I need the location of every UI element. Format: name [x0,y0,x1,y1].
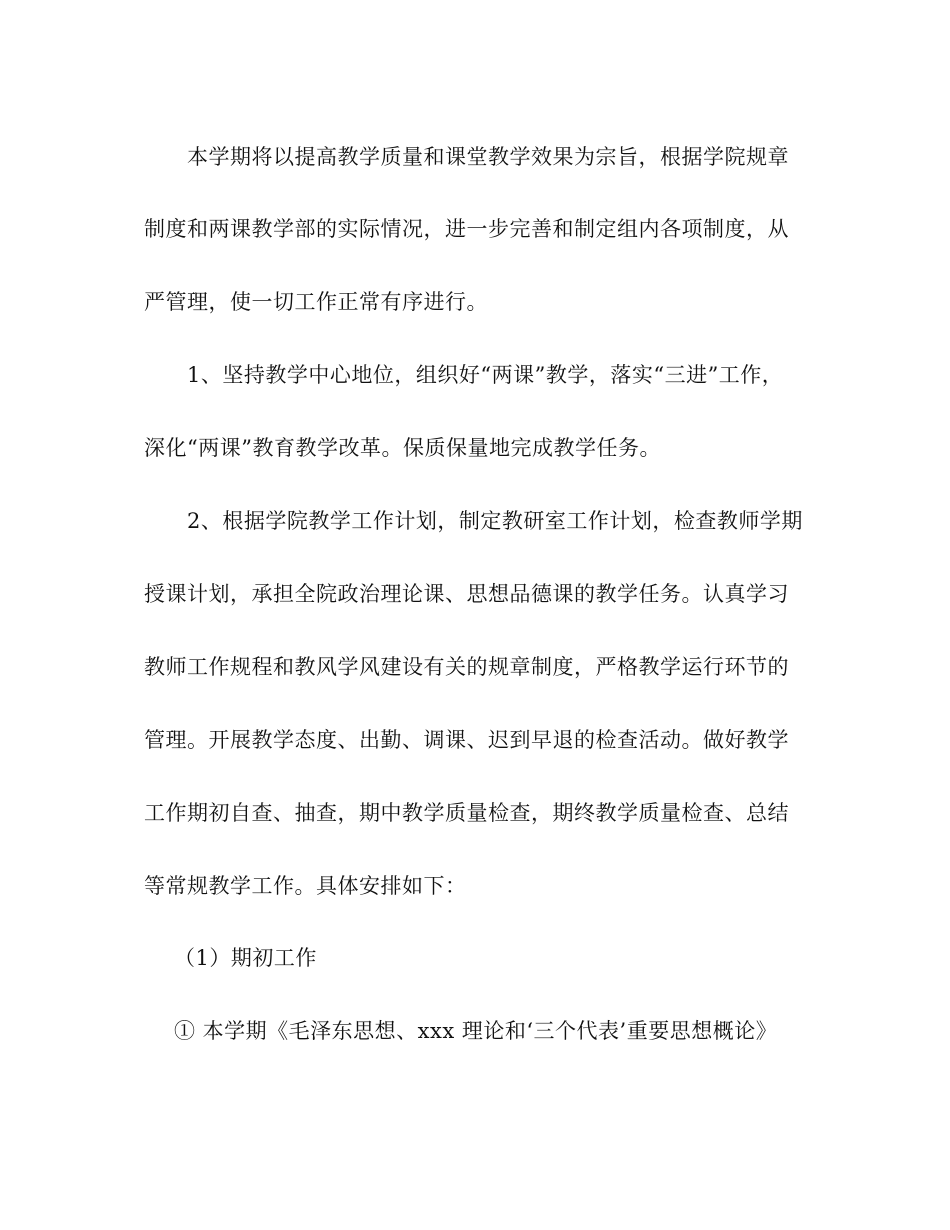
item-2-line-5: 工作期初自查、抽查，期中教学质量检查，期终教学质量检查、总结 [144,801,789,825]
item-1-line-2: 深化“两课”教育教学改革。保质保量地完成教学任务。 [144,436,661,460]
item-2-line-2: 授课计划，承担全院政治理论课、思想品德课的教学任务。认真学习 [144,582,789,606]
item-2-line-4: 管理。开展教学态度、出勤、调课、迟到早退的检查活动。做好教学 [144,728,789,752]
item-2-line-1: 2、根据学院教学工作计划，制定教研室工作计划，检查教师学期 [187,509,803,533]
subsection-heading: （1）期初工作 [174,946,317,970]
paragraph-intro-line-2: 制度和两课教学部的实际情况，进一步完善和制定组内各项制度，从 [144,217,789,241]
item-2-line-6: 等常规教学工作。具体安排如下： [144,874,467,898]
paragraph-intro-line-1: 本学期将以提高教学质量和课堂教学效果为宗旨，根据学院规章 [187,145,789,169]
item-1-line-1: 1、坚持教学中心地位，组织好“两课”教学，落实“三进”工作， [187,363,784,387]
list-item-1-line-1: ① 本学期《毛泽东思想、xxx 理论和‘三个代表’重要思想概论》 [174,1019,778,1043]
paragraph-intro-line-3: 严管理，使一切工作正常有序进行。 [144,290,488,314]
item-2-line-3: 教师工作规程和教风学风建设有关的规章制度，严格教学运行环节的 [144,655,789,679]
